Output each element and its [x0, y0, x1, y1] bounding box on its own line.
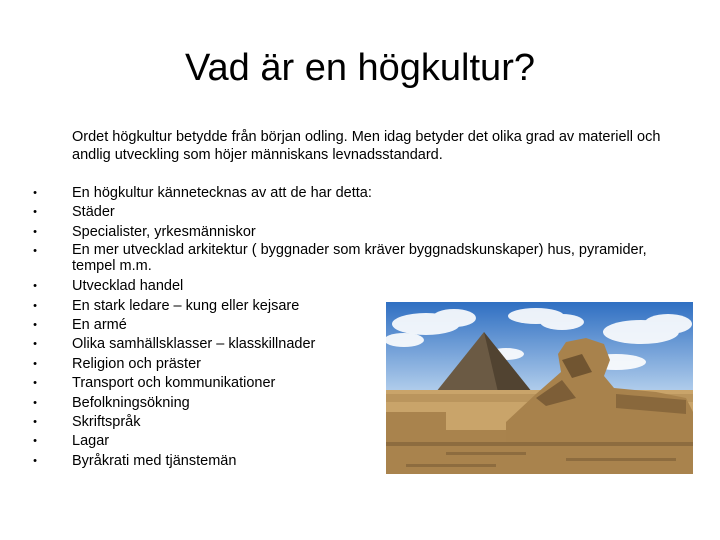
list-item-text: Befolkningsökning	[72, 394, 190, 411]
bullet-icon: •	[33, 319, 37, 332]
bullet-icon: •	[33, 454, 37, 467]
list-item-text: En armé	[72, 317, 127, 334]
bullet-icon: •	[33, 206, 37, 219]
bullet-icon: •	[33, 245, 37, 258]
bullet-icon: •	[33, 377, 37, 390]
list-item	[28, 184, 668, 203]
list-item	[28, 242, 668, 277]
list-item-text: Transport och kommunikationer	[72, 375, 276, 392]
intro-paragraph: Ordet högkultur betydde från början odling. Men idag betyder det olika grad av materiell och andlig utveckling som höjer människans levnadsstandard.	[72, 129, 661, 163]
bullet-icon: •	[33, 357, 37, 370]
list-item	[28, 223, 668, 242]
sphinx-pyramid-photo	[386, 302, 693, 474]
bullet-icon: •	[33, 435, 37, 448]
bullet-icon: •	[33, 225, 37, 238]
list-item-text: Specialister, yrkesmänniskor	[72, 223, 256, 240]
list-item-text: En högkultur kännetecknas av att de har detta:	[72, 185, 372, 201]
list-item-text: Olika samhällsklasser – klasskillnader	[72, 336, 316, 353]
list-item-text: Städer	[72, 204, 115, 221]
list-item	[28, 277, 668, 296]
list-item-text: Skriftspråk	[72, 414, 141, 431]
bullet-icon: •	[33, 416, 37, 429]
bullet-icon: •	[33, 299, 37, 312]
list-item-text: Lagar	[72, 433, 110, 450]
list-item-text: Byråkrati med tjänstemän	[72, 452, 237, 469]
list-item-text: En mer utvecklad arkitektur ( byggnader som kräver byggnadskunskaper) hus, pyramider, tempel m.m.	[72, 242, 647, 275]
bullet-icon: •	[33, 338, 37, 351]
list-item-text: Utvecklad handel	[72, 278, 184, 295]
bullet-icon: •	[33, 187, 37, 199]
list-item-text: Religion och präster	[72, 355, 201, 372]
bullet-icon: •	[33, 396, 37, 409]
list-item-text: En stark ledare – kung eller kejsare	[72, 297, 300, 314]
slide-title: Vad är en högkultur?	[185, 47, 535, 89]
list-item	[28, 203, 668, 222]
bullet-icon: •	[33, 280, 37, 293]
